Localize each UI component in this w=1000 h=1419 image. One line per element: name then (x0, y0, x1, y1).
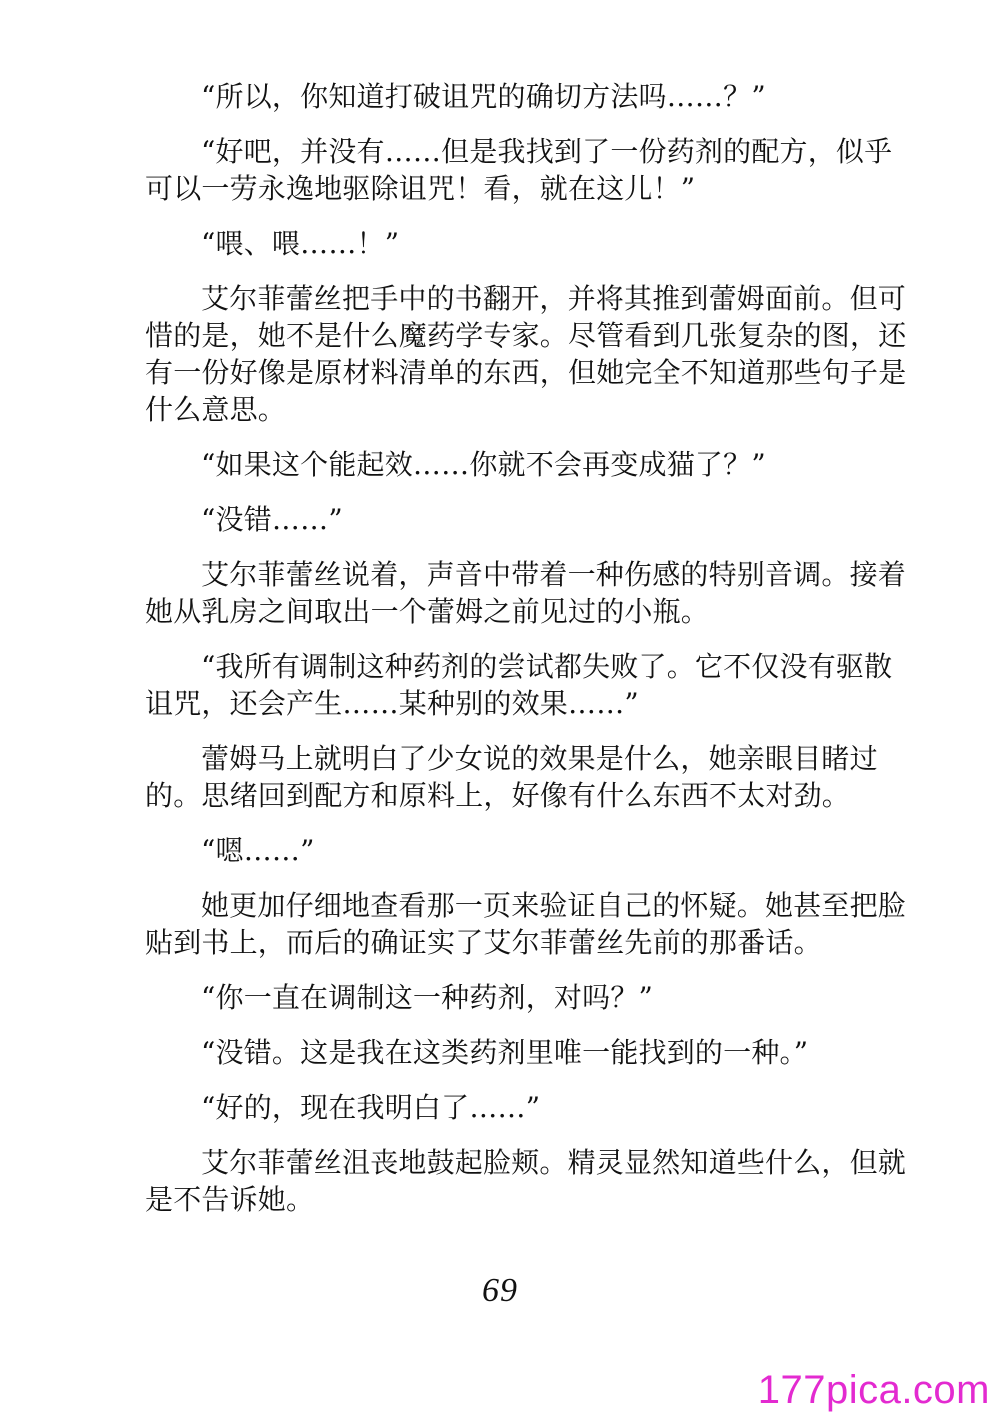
paragraph: 艾尔菲蕾丝说着，声音中带着一种伤感的特别音调。接着她从乳房之间取出一个蕾姆之前见过的小瓶。 (145, 558, 907, 628)
paragraph: 蕾姆马上就明白了少女说的效果是什么，她亲眼目睹过的。思绪回到配方和原料上，好像有什么东西不太对劲。 (145, 742, 878, 812)
paragraph: “喂、喂……！” (201, 227, 400, 260)
paragraph: 艾尔菲蕾丝沮丧地鼓起脸颊。精灵显然知道些什么，但就是不告诉她。 (145, 1146, 907, 1216)
page-number: 69 (482, 1272, 518, 1309)
paragraph: “如果这个能起效……你就不会再变成猫了？” (201, 448, 766, 481)
body-text (145, 78, 920, 1236)
paragraph: “好的，现在我明白了……” (201, 1091, 541, 1124)
paragraph: “没错。这是我在这类药剂里唯一能找到的一种。” (201, 1036, 809, 1069)
watermark: 177pica.com (757, 1368, 990, 1412)
paragraph: “嗯……” (201, 834, 315, 867)
paragraph: “好吧，并没有……但是我找到了一份药剂的配方，似乎可以一劳永逸地驱除诅咒！看，就在这儿！” (145, 135, 893, 205)
paragraph: “我所有调制这种药剂的尝试都失败了。它不仅没有驱散诅咒，还会产生……某种别的效果……” (145, 650, 893, 720)
paragraph: “你一直在调制这一种药剂，对吗？” (201, 981, 654, 1014)
paragraph: 她更加仔细地查看那一页来验证自己的怀疑。她甚至把脸贴到书上，而后的确证实了艾尔菲蕾丝先前的那番话。 (145, 889, 907, 959)
paragraph: “没错……” (201, 503, 343, 536)
paragraph: “所以，你知道打破诅咒的确切方法吗……？” (201, 80, 766, 113)
paragraph: 艾尔菲蕾丝把手中的书翻开，并将其推到蕾姆面前。但可惜的是，她不是什么魔药学专家。尽管看到几张复杂的图，还有一份好像是原材料清单的东西，但她完全不知道那些句子是什么意思。 (145, 282, 907, 426)
